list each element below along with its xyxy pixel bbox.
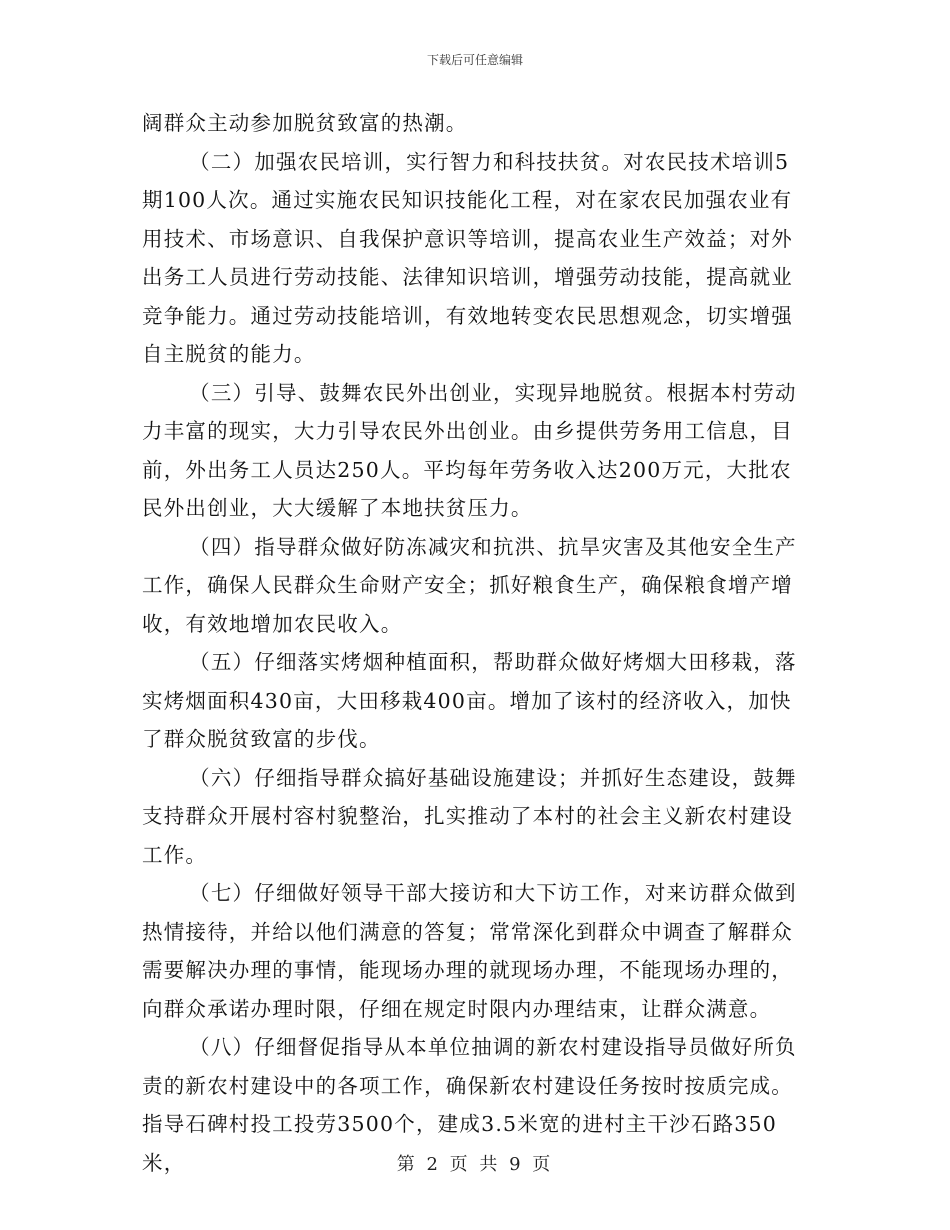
paragraph-section-4: （四）指导群众做好防冻减灾和抗洪、抗旱灾害及其他安全生产工作，确保人民群众生命财产安全；抓好粮食生产，确保粮食增产增收，有效地增加农民收入。: [142, 534, 797, 636]
paragraph-section-3: （三）引导、鼓舞农民外出创业，实现异地脱贫。根据本村劳动力丰富的现实，大力引导农民外出创业。由乡提供劳务用工信息，目前，外出务工人员达250人。平均每年劳务收入达200万元，大批农民外出创业，大大缓解了本地扶贫压力。: [142, 380, 797, 520]
paragraph-section-6: （六）仔细指导群众搞好基础设施建设；并抓好生态建设，鼓舞支持群众开展村容村貌整治，扎实推动了本村的社会主义新农村建设工作。: [142, 765, 797, 867]
document-body: [142, 104, 810, 1182]
page-number: 第 2 页 共 9 页: [396, 1154, 554, 1175]
paragraph-section-2: （二）加强农民培训，实行智力和科技扶贫。对农民技术培训5期100人次。通过实施农民知识技能化工程，对在家农民加强农业有用技术、市场意识、自我保护意识等培训，提高农业生产效益；对外出务工人员进行劳动技能、法律知识培训，增强劳动技能，提高就业竞争能力。通过劳动技能培训，有效地转变农民思想观念，切实增强自主脱贫的能力。: [142, 149, 793, 366]
paragraph-section-7: （七）仔细做好领导干部大接访和大下访工作，对来访群众做到热情接待，并给以他们满意的答复；常常深化到群众中调查了解群众需要解决办理的事情，能现场办理的就现场办理，不能现场办理的，向群众承诺办理时限，仔细在规定时限内办理结束，让群众满意。: [142, 881, 797, 1021]
page-header-note: 下载后可任意编辑: [426, 53, 523, 67]
paragraph-section-8: （八）仔细督促指导从本单位抽调的新农村建设指导员做好所负责的新农村建设中的各项工作，确保新农村建设任务按时按质完成。指导石碑村投工投劳3500个，建成3.5米宽的进村主干沙石路350米，: [142, 1035, 797, 1175]
paragraph-continuation: 阔群众主动参加脱贫致富的热潮。: [142, 111, 468, 135]
paragraph-section-5: （五）仔细落实烤烟种植面积，帮助群众做好烤烟大田移栽，落实烤烟面积430亩，大田移栽400亩。增加了该村的经济收入，加快了群众脱贫致富的步伐。: [142, 650, 797, 751]
